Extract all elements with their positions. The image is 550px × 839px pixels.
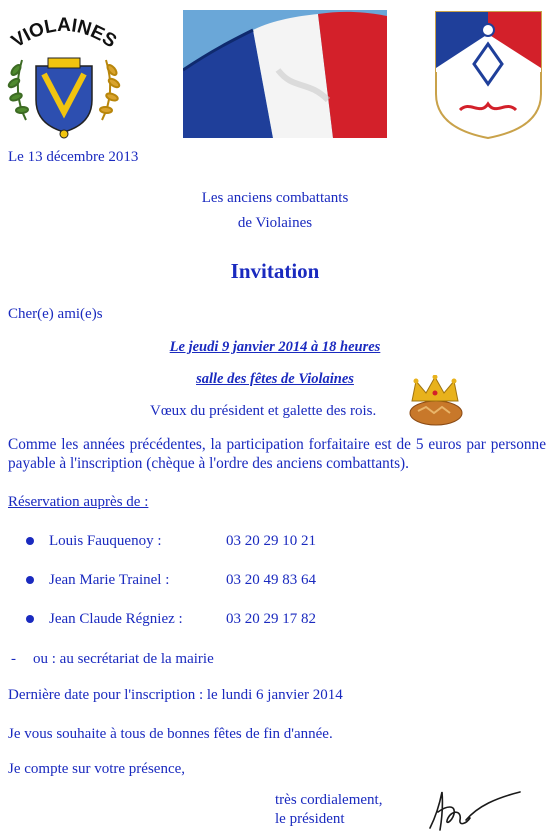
galette-crown-icon <box>406 375 464 427</box>
event-description: Vœux du président et galette des rois. <box>150 403 377 419</box>
contact-name: Jean Marie Trainel : <box>49 572 170 588</box>
veterans-emblem <box>430 8 547 142</box>
invitation-title: Invitation <box>230 259 320 283</box>
season-wishes: Je vous souhaite à tous de bonnes fêtes de fin d'année. <box>8 726 333 742</box>
contact-phone: 03 20 29 17 82 <box>226 611 316 627</box>
bullet-icon <box>26 537 34 545</box>
contact-phone: 03 20 49 83 64 <box>226 572 316 588</box>
registration-deadline: Dernière date pour l'inscription : le lundi 6 janvier 2014 <box>8 687 343 703</box>
signatory-title: le président <box>275 811 345 827</box>
participation-paragraph: Comme les années précédentes, la participation forfaitaire est de 5 euros par personne payable à l'inscription (chèque à l'ordre des anciens combattants). <box>8 436 546 472</box>
organization-line-1: Les anciens combattants <box>201 190 349 206</box>
contact-name: Jean Claude Régniez : <box>49 611 183 627</box>
violaines-coat-of-arms <box>4 8 124 140</box>
event-venue: salle des fêtes de Violaines <box>196 371 354 387</box>
french-flag-photo <box>183 10 387 138</box>
letter-date: Le 13 décembre 2013 <box>8 149 139 165</box>
greeting: Cher(e) ami(e)s <box>8 306 103 322</box>
closing-salutation: très cordialement, <box>275 792 383 808</box>
contact-name: Louis Fauquenoy : <box>49 533 162 549</box>
logo-town-name: VIOLAINES <box>7 14 121 53</box>
svg-text:VIOLAINES <box>8 15 120 52</box>
bullet-icon <box>26 615 34 623</box>
alt-bullet-dash: - <box>11 651 16 667</box>
alternative-reservation: ou : au secrétariat de la mairie <box>33 651 214 667</box>
bullet-icon <box>26 576 34 584</box>
reservation-heading: Réservation auprès de : <box>8 494 149 510</box>
organization-line-2: de Violaines <box>237 215 313 231</box>
contact-phone: 03 20 29 10 21 <box>226 533 316 549</box>
event-date-time: Le jeudi 9 janvier 2014 à 18 heures <box>169 339 381 355</box>
counting-on-presence: Je compte sur votre présence, <box>8 761 186 777</box>
handwritten-signature <box>426 788 522 834</box>
